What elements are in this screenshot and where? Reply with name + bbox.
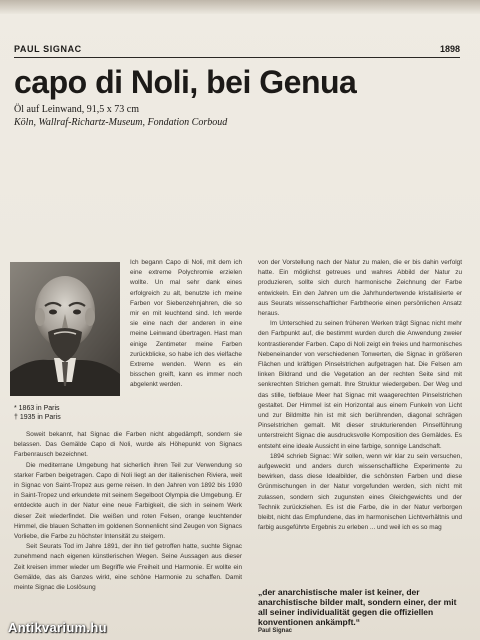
- header-rule: [14, 57, 460, 58]
- paragraph: von der Vorstellung nach der Natur zu malen, die er bis dahin verfolgt hatte. Ein möglichst getreues und wahres Abbild der Natur zu produzieren, sollte sich durch harmonische Zeichnung der Farbe entwickeln. Ein den Jahren um die Jahrhundertwende kristallisierte er aus Seurats wissenschaftlicher Farbtheorie einen persönlichen Ansatz heraus.: [258, 259, 462, 318]
- page-top-shadow: [0, 0, 480, 14]
- caption-born: * 1863 in Paris: [14, 405, 60, 412]
- pull-quote-author: Paul Signac: [258, 628, 293, 634]
- paragraph: Die mediterrane Umgebung hat sicherlich ihren Teil zur Verwendung so starker Farben beigetragen. Capo di Noli liegt an der italienischen Riviera, weit in Signac von Saint-Tropez aus gerne reisen. In den Jahren von 1892 bis 1930 in Saint-Tropez und erkundete mit seinem Segelboot Olympia die Umgebung. Er entdeckte auch in der Natur eine neue Farbigkeit, die sich in seinem Werk dieser Zeit wiederfindet. Die weißen und roten Felsen, orange leuchtender Himmel, die blauen Schatten im goldenen Sonnenlicht sind Zeugen von Signacs Vorliebe, die Farbe zu höchster Intensität zu steigern.: [14, 461, 242, 541]
- caption-died: † 1935 in Paris: [14, 414, 61, 421]
- painting-medium: Öl auf Leinwand, 91,5 x 73 cm: [14, 104, 139, 115]
- painting-collection: Köln, Wallraf-Richartz-Museum, Fondation Corboud: [14, 117, 228, 128]
- header-year: 1898: [439, 44, 460, 54]
- text-column-right: [258, 258, 462, 578]
- paragraph: 1894 schrieb Signac: Wir sollen, wenn wir klar zu sein versuchen, aufgeweckt und anders durch wissenschaftliche Experimente zu bewirken, dass diese Idealbilder, die schönsten Farben und diese Grünmischungen in der Natur vorgefunden werden, sich nicht mit zulassen, sondern sich zugunsten eines Gleichgewichts und der Technik zurückziehen. Es ist die Farbe, die in der Natur verborgen bleibt, nicht das Empfundene, das im harmonischen Lichtverhältnis und farbig ausgeführte Ergebnis zu erleben ... und weil ich es so mag: [258, 452, 462, 532]
- page-title: capo di Noli, bei Genua: [14, 64, 357, 100]
- paragraph: Im Unterschied zu seinen früheren Werken trägt Signac nicht mehr den Farbpunkt auf, die bestimmt wurden durch die Anwendung zweier kontrastierender Farben. Capo di Noli zeigt ein freies und harmonisches Nebeneinander von verschiedenen Tonwerten, die Signac in größeren Flächen und kräftigen Pinselstrichen aufgetragen hat. Die Felsen am linken Bildrand und die Vegetation an der rechten Seite sind mit senkrechten Strichen gemalt. Ihre Struktur wiedergeben. Der Weg und das stille, tiefblaue Meer hat Signac mit waagerechten Pinselstrichen gestaltet. Der Himmel ist ein Horizontal aus einem Funkeln von Licht und zur Bildmitte hin ist mit sich berührenden, diagonal schrägen Pinselstrichen gemalt. Mit dieser strukturierenden Pinselführung unterstreicht Signac die ausdrucksvolle Komposition des Gemäldes. Es entsteht eine ideale Aussicht in eine farbige, sonnige Landschaft.: [258, 320, 462, 450]
- portrait-caption: [14, 404, 61, 422]
- text-column-mid-upper: [130, 258, 242, 418]
- paragraph: Soweit bekannt, hat Signac die Farben nicht abgedämpft, sondern sie belassen. Das Gemälde Capo di Noli, wurde als Höhepunkt von Signacs Farbenrausch bezeichnet.: [14, 431, 242, 459]
- text-column-left-lower: [14, 430, 242, 636]
- paragraph: Seit Seurats Tod im Jahre 1891, der ihn tief getroffen hatte, suchte Signac zunehmend nach eigenen künstlerischen Wegen. Seine Aussagen aus dieser Zeit kreisen immer wieder um Begriffe wie Freiheit und Harmonie. Er wollte ein Gemälde, das als Ganzes wirkt, eine schöne Harmonie zu schaffen. Damit meinte Signac die Loslösung: [14, 543, 242, 592]
- pull-quote: „der anarchistische maler ist keiner, der anarchistische bilder malt, sondern einer, der mit all seiner individualität gegen die offiziellen konventionen ankämpft.“: [258, 587, 457, 627]
- portrait-photo-illustration: [10, 262, 120, 396]
- paragraph: Ich begann Capo di Noli, mit dem ich eine extreme Polychromie erzielen wollte. Un mal sehr dank eines erfolgreich zu alt, benutzte ich meine Farben vor Siebenzehnjahren, die so mir en mit leuchtend sind. Ich werde sie eine nach der anderen in eine meine Leinwand übertragen. Hast man einige Zentimeter meine Farben zurückblicke, so habe ich des vielfache Extreme wenden. Wenn es ein bisschen greift, kann es immer noch abgelenkt werden.: [130, 259, 242, 389]
- watermark-logo: Antikvarium.hu: [8, 620, 107, 635]
- running-header: [14, 44, 460, 56]
- header-author: PAUL SIGNAC: [14, 44, 82, 54]
- artist-portrait: [10, 262, 120, 396]
